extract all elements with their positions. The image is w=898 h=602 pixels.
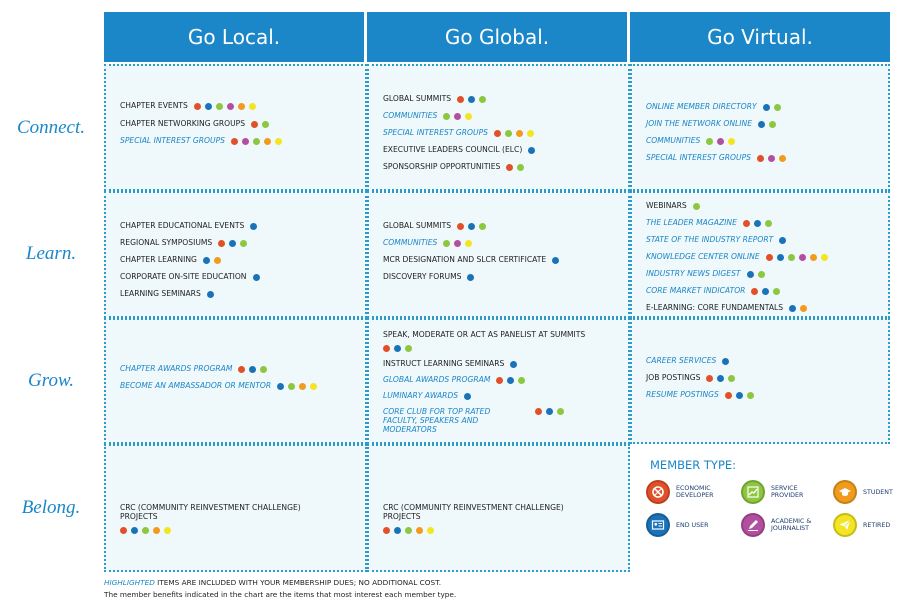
member-dot-enduser [758, 121, 765, 128]
member-dot-enduser [762, 288, 769, 295]
member-type-dots [457, 95, 490, 104]
benefit-item [646, 286, 882, 296]
benefit-item [120, 221, 359, 231]
member-type-dots [207, 290, 218, 299]
member-dot-retired [728, 138, 735, 145]
member-dot-economic [757, 155, 764, 162]
member-type-dots [494, 129, 538, 138]
member-type-dots [443, 239, 476, 248]
cell-learn-local [104, 191, 367, 318]
graduation-cap-icon [833, 480, 857, 504]
benefit-label: MCR DESIGNATION AND SLCR CERTIFICATE [383, 255, 547, 264]
benefit-label: JOIN THE NETWORK ONLINE [646, 119, 752, 128]
footer-note-benefits: The member benefits indicated in the chart are the items that most interest each member type. [104, 590, 457, 599]
benefit-item [383, 145, 622, 155]
member-dot-economic [766, 254, 773, 261]
benefit-item [120, 381, 359, 391]
benefit-item [120, 101, 359, 111]
benefit-label: ONLINE MEMBER DIRECTORY [646, 102, 757, 111]
member-type-dots [218, 239, 251, 248]
benefit-label: CORPORATE ON-SITE EDUCATION [120, 272, 247, 281]
benefit-label: E-LEARNING: CORE FUNDAMENTALS [646, 303, 784, 312]
member-dot-retired [249, 103, 256, 110]
member-dot-service [262, 121, 269, 128]
member-type-dots [789, 304, 811, 313]
benefit-item [646, 153, 882, 163]
member-dot-enduser [468, 96, 475, 103]
member-dot-enduser [467, 274, 474, 281]
benefit-label: GLOBAL AWARDS PROGRAM [383, 374, 491, 384]
member-dot-economic [494, 130, 501, 137]
member-type-dots [457, 222, 490, 231]
member-type-dots [706, 137, 739, 146]
legend-end-user [646, 513, 709, 537]
member-type-dots [779, 236, 790, 245]
benefit-item [120, 238, 359, 248]
row-label-belong: Belong. [21, 497, 81, 518]
benefit-label: COMMUNITIES [383, 238, 438, 247]
member-dot-economic [238, 366, 245, 373]
benefit-label: BECOME AN AMBASSADOR OR MENTOR [120, 380, 272, 390]
member-dot-enduser [722, 358, 729, 365]
legend-economic-developer [646, 480, 726, 504]
benefit-item [383, 330, 622, 352]
benefit-item [646, 201, 882, 211]
benefit-item [120, 503, 359, 534]
member-dot-economic [496, 377, 503, 384]
member-dot-service [765, 220, 772, 227]
legend-label: RETIRED [863, 521, 891, 529]
member-type-dots [120, 525, 359, 534]
member-dot-economic [706, 375, 713, 382]
member-dot-economic [457, 96, 464, 103]
member-dot-service [518, 377, 525, 384]
benefit-label: KNOWLEDGE CENTER ONLINE [646, 252, 760, 261]
benefit-label: SPECIAL INTEREST GROUPS [120, 136, 225, 145]
legend-label: END USER [676, 521, 709, 529]
member-dot-enduser [754, 220, 761, 227]
member-type-dots [194, 102, 260, 111]
pen-icon [741, 513, 765, 537]
benefit-label: SPONSORSHIP OPPORTUNITIES [383, 162, 501, 171]
member-dot-service [479, 223, 486, 230]
member-dot-service [693, 203, 700, 210]
member-dot-economic [743, 220, 750, 227]
benefit-item [120, 136, 359, 146]
member-dot-retired [821, 254, 828, 261]
header-go-local [104, 12, 364, 62]
benefit-item [383, 94, 622, 104]
benefit-item [383, 503, 622, 534]
member-dot-enduser [528, 147, 535, 154]
benefit-label: INSTRUCT LEARNING SEMINARS [383, 358, 505, 368]
benefit-label: LEARNING SEMINARS [120, 289, 201, 298]
member-dot-retired [275, 138, 282, 145]
benefit-item [646, 269, 882, 279]
benefit-item [646, 102, 882, 112]
member-dot-service [706, 138, 713, 145]
member-dot-service [443, 113, 450, 120]
member-dot-enduser [249, 366, 256, 373]
row-label-learn: Learn. [25, 243, 77, 264]
legend-title: MEMBER TYPE: [650, 458, 737, 472]
legend-retired [833, 513, 890, 537]
member-type-dots [383, 343, 622, 352]
benefit-label: LUMINARY AWARDS [383, 390, 459, 400]
benefit-item [383, 272, 622, 282]
benefit-label: RESUME POSTINGS [646, 390, 719, 399]
benefit-label: GLOBAL SUMMITS [383, 94, 452, 103]
member-type-dots [722, 357, 733, 366]
benefit-label: JOB POSTINGS [646, 373, 701, 382]
benefit-item [646, 235, 882, 245]
benefit-item [383, 375, 622, 385]
member-dot-enduser [207, 291, 214, 298]
benefit-label: COMMUNITIES [646, 136, 701, 145]
benefit-label: CHAPTER LEARNING [120, 255, 197, 264]
benefit-label: CHAPTER NETWORKING GROUPS [120, 118, 246, 128]
benefit-item [646, 356, 882, 366]
member-dot-enduser [736, 392, 743, 399]
member-type-dots [528, 146, 539, 155]
member-dot-retired [527, 130, 534, 137]
legend-label: ECONOMIC DEVELOPER [676, 485, 714, 499]
member-dot-economic [231, 138, 238, 145]
benefit-item [120, 255, 359, 265]
benefit-label: CHAPTER AWARDS PROGRAM [120, 364, 233, 373]
member-dot-enduser [394, 345, 401, 352]
benefit-item [646, 252, 882, 262]
benefit-label: STATE OF THE INDUSTRY REPORT [646, 235, 774, 244]
cell-grow-virtual [630, 318, 890, 444]
member-type-dots [706, 374, 739, 383]
member-dot-enduser [510, 361, 517, 368]
member-dot-economic [218, 240, 225, 247]
member-type-dots [766, 253, 832, 262]
member-dot-enduser [546, 408, 553, 415]
member-dot-service [443, 240, 450, 247]
member-dot-enduser [763, 104, 770, 111]
row-label-connect: Connect. [16, 117, 86, 138]
legend-student [833, 480, 893, 504]
cell-grow-global [367, 318, 630, 444]
member-type-dots [464, 391, 475, 400]
benefit-item [646, 303, 882, 313]
member-dot-enduser [717, 375, 724, 382]
member-dot-service [216, 103, 223, 110]
cell-connect-virtual [630, 64, 890, 191]
benefit-label: GLOBAL SUMMITS [383, 221, 452, 230]
member-dot-academic [717, 138, 724, 145]
footer-line1-rest: ITEMS ARE INCLUDED WITH YOUR MEMBERSHIP DUES; NO ADDITIONAL COST. [154, 578, 442, 587]
benefit-item [383, 359, 622, 369]
member-type-dots [535, 407, 568, 416]
member-dot-economic [194, 103, 201, 110]
member-type-dots [552, 256, 563, 265]
member-dot-academic [227, 103, 234, 110]
header-label: Go Virtual. [707, 25, 813, 49]
benefit-item [646, 218, 882, 228]
cell-learn-virtual [630, 191, 890, 318]
footer-note-highlighted [104, 578, 441, 587]
member-dot-student [800, 305, 807, 312]
member-dot-economic [383, 345, 390, 352]
benefit-label: SPEAK, MODERATE OR ACT AS PANELIST AT SUMMITS [383, 330, 586, 339]
benefit-item [120, 364, 359, 374]
benefit-item [383, 407, 622, 434]
legend-label: SERVICE PROVIDER [771, 485, 804, 499]
no-sign-icon [646, 480, 670, 504]
legend-label: ACADEMIC & JOURNALIST [771, 518, 812, 532]
member-dot-enduser [250, 223, 257, 230]
member-dot-enduser [777, 254, 784, 261]
member-type-dots [757, 154, 790, 163]
member-dot-academic [454, 113, 461, 120]
benefit-item [120, 119, 359, 129]
benefit-item [383, 238, 622, 248]
member-dot-economic [383, 527, 390, 534]
member-dot-service [288, 383, 295, 390]
legend-service-provider [741, 480, 817, 504]
member-type-dots [496, 375, 529, 384]
member-dot-student [516, 130, 523, 137]
member-dot-enduser [789, 305, 796, 312]
member-dot-service [758, 271, 765, 278]
member-type-dots [253, 273, 264, 282]
member-dot-student [416, 527, 423, 534]
id-card-icon [646, 513, 670, 537]
highlighted-word: HIGHLIGHTED [104, 578, 155, 587]
benefit-item [646, 390, 882, 400]
member-dot-retired [465, 113, 472, 120]
benefit-label: DISCOVERY FORUMS [383, 272, 462, 281]
member-dot-service [405, 527, 412, 534]
paper-plane-icon [833, 513, 857, 537]
cell-connect-global [367, 64, 630, 191]
member-dot-service [773, 288, 780, 295]
member-dot-student [238, 103, 245, 110]
member-dot-enduser [507, 377, 514, 384]
header-go-virtual [630, 12, 890, 62]
cell-grow-local [104, 318, 367, 444]
member-dot-economic [251, 121, 258, 128]
member-dot-retired [465, 240, 472, 247]
member-dot-service [405, 345, 412, 352]
member-dot-enduser [552, 257, 559, 264]
member-type-dots [383, 525, 622, 534]
benefit-item [120, 272, 359, 282]
member-type-dots [443, 112, 476, 121]
cell-belong-global [367, 444, 630, 572]
member-dot-enduser [131, 527, 138, 534]
member-dot-academic [799, 254, 806, 261]
benefit-label: REGIONAL SYMPOSIUMS [120, 238, 213, 247]
member-dot-service [774, 104, 781, 111]
member-type-dots [693, 202, 704, 211]
member-dot-service [142, 527, 149, 534]
benefit-item [646, 373, 882, 383]
legend-academic-journalist [741, 513, 825, 537]
benefit-item [646, 136, 882, 146]
header-label: Go Global. [444, 25, 550, 49]
benefit-label: CORE CLUB FOR TOP RATED FACULTY, SPEAKERS AND MODERATORS [383, 406, 491, 434]
member-type-dots [203, 256, 225, 265]
benefit-item [383, 162, 622, 172]
benefit-label: CRC (COMMUNITY REINVESTMENT CHALLENGE) PROJECTS [383, 503, 564, 521]
member-dot-service [788, 254, 795, 261]
benefit-item [646, 119, 882, 129]
member-dot-enduser [205, 103, 212, 110]
cell-learn-global [367, 191, 630, 318]
member-dot-economic [751, 288, 758, 295]
member-dot-service [769, 121, 776, 128]
header-go-global [367, 12, 627, 62]
member-type-dots [277, 381, 321, 390]
member-type-dots [743, 219, 776, 228]
member-dot-enduser [468, 223, 475, 230]
legend-label: STUDENT [863, 488, 893, 496]
benefit-label: CRC (COMMUNITY REINVESTMENT CHALLENGE) PROJECTS [120, 503, 301, 521]
member-dot-enduser [277, 383, 284, 390]
member-dot-retired [164, 527, 171, 534]
member-type-dots [725, 391, 758, 400]
benefit-label: CHAPTER EVENTS [120, 101, 188, 110]
member-dot-economic [457, 223, 464, 230]
benefit-item [383, 111, 622, 121]
member-dot-student [214, 257, 221, 264]
member-dot-economic [535, 408, 542, 415]
benefit-item [383, 221, 622, 231]
member-dot-student [264, 138, 271, 145]
member-dot-enduser [203, 257, 210, 264]
member-dot-academic [454, 240, 461, 247]
benefit-label: COMMUNITIES [383, 111, 438, 120]
member-type-dots [747, 270, 769, 279]
member-dot-retired [310, 383, 317, 390]
benefit-item [120, 289, 359, 299]
benefit-item [383, 391, 622, 401]
benefit-label: THE LEADER MAGAZINE [646, 218, 737, 227]
benefit-item [383, 128, 622, 138]
chart-icon [741, 480, 765, 504]
benefit-label: INDUSTRY NEWS DIGEST [646, 269, 741, 278]
member-dot-enduser [779, 237, 786, 244]
member-dot-service [747, 392, 754, 399]
member-dot-economic [506, 164, 513, 171]
member-type-dots [758, 120, 780, 129]
member-dot-economic [725, 392, 732, 399]
benefit-label: SPECIAL INTEREST GROUPS [383, 128, 488, 137]
benefit-label: SPECIAL INTEREST GROUPS [646, 153, 751, 162]
member-type-dots [467, 273, 478, 282]
benefit-label: CAREER SERVICES [646, 356, 717, 365]
member-dot-student [810, 254, 817, 261]
member-dot-service [728, 375, 735, 382]
member-dot-student [153, 527, 160, 534]
cell-connect-local [104, 64, 367, 191]
benefit-label: CHAPTER EDUCATIONAL EVENTS [120, 221, 245, 230]
member-type-dots [250, 222, 261, 231]
header-label: Go Local. [187, 25, 281, 49]
member-dot-enduser [464, 393, 471, 400]
member-dot-student [779, 155, 786, 162]
member-dot-service [479, 96, 486, 103]
member-dot-economic [120, 527, 127, 534]
member-dot-enduser [229, 240, 236, 247]
member-type-dots [763, 103, 785, 112]
member-type-dots [238, 365, 271, 374]
cell-belong-local [104, 444, 367, 572]
benefit-label: CORE MARKET INDICATOR [646, 286, 746, 295]
member-type-dots [251, 119, 273, 128]
member-dot-enduser [394, 527, 401, 534]
member-dot-student [299, 383, 306, 390]
benefit-label: EXECUTIVE LEADERS COUNCIL (ELC) [383, 145, 523, 154]
member-type-dots [510, 359, 521, 368]
member-type-dots [231, 137, 286, 146]
member-dot-service [505, 130, 512, 137]
member-dot-enduser [747, 271, 754, 278]
member-dot-enduser [253, 274, 260, 281]
member-dot-service [557, 408, 564, 415]
benefit-item [383, 255, 622, 265]
member-type-dots [751, 287, 784, 296]
row-label-grow: Grow. [28, 370, 74, 391]
benefit-label: WEBINARS [646, 201, 687, 210]
member-type-dots [506, 163, 528, 172]
member-dot-retired [427, 527, 434, 534]
member-dot-service [253, 138, 260, 145]
member-dot-service [260, 366, 267, 373]
member-dot-service [240, 240, 247, 247]
member-dot-academic [242, 138, 249, 145]
member-dot-service [517, 164, 524, 171]
member-dot-academic [768, 155, 775, 162]
